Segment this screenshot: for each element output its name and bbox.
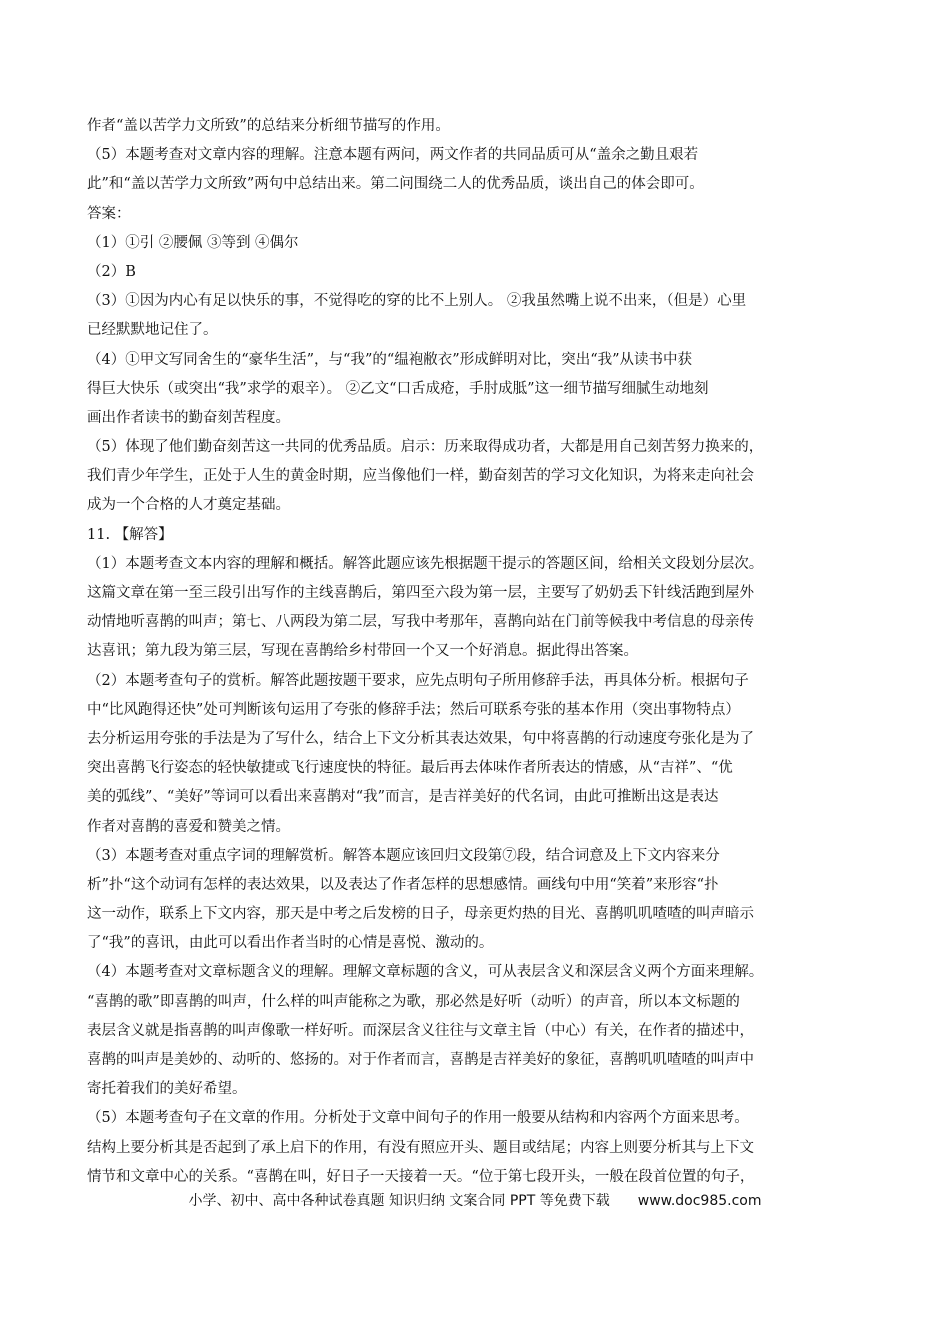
- text-line: 了“我”的喜讯，由此可以看出作者当时的心情是喜悦、激动的。: [87, 935, 494, 952]
- text-line: 结构上要分析其是否起到了承上启下的作用，有没有照应开头、题目或结尾；内容上则要分析其与上下文: [87, 1139, 754, 1156]
- text-line: 这篇文章在第一至三段引出写作的主线喜鹊后，第四至六段为第一层，主要写了奶奶丢下针线活跑到屋外: [87, 585, 754, 601]
- text-line: 达喜讯；第九段为第三层，写现在喜鹊给乡村带回一个又一个好消息。据此得出答案。: [87, 643, 638, 660]
- text-line: 此”和“盖以苦学力文所致”两句中总结出来。第二问围绕二人的优秀品质，谈出自己的体会即可。: [87, 176, 704, 193]
- text-line: 这一动作，联系上下文内容，那天是中考之后发榜的日子，母亲更灼热的目光、喜鹊叽叽喳喳的叫声暗示: [87, 906, 754, 923]
- text-line: 已经默默地记住了。: [87, 322, 218, 339]
- text-line: 中“比风跑得还快”处可判断该句运用了夸张的修辞手法；然后可联系夸张的基本作用（突出事物特点）: [87, 701, 740, 718]
- text-line: （3）①因为内心有足以快乐的事，不觉得吃的穿的比不上别人。 ②我虽然嘴上说不出来，（但是）心里: [87, 293, 747, 310]
- text-line: （1）①引 ②腰佩 ③等到 ④偶尔: [87, 234, 299, 251]
- text-line: （4）本题考查对文章标题含义的理解。理解文章标题的含义，可从表层含义和深层含义两个方面来理解。: [87, 964, 764, 981]
- page-footer: [0, 1190, 950, 1210]
- text-line: 去分析运用夸张的手法是为了写什么，结合上下文分析其表达效果，句中将喜鹊的行动速度夸张化是为了: [87, 730, 754, 747]
- text-line: （5）本题考查对文章内容的理解。注意本题有两问，两文作者的共同品质可从“盖余之勤且艰若: [87, 147, 699, 164]
- footer-url: www.doc985.com: [637, 1193, 762, 1209]
- text-line: （4）①甲文写同舍生的“豪华生活”，与“我”的“缊袍敝衣”形成鲜明对比，突出“我”从读书中获: [87, 351, 693, 368]
- text-line: 作者对喜鹊的喜爱和赞美之情。: [87, 818, 290, 835]
- text-line: 作者“盖以苦学力文所致”的总结来分析细节描写的作用。: [87, 118, 450, 134]
- text-line: 寄托着我们的美好希望。: [87, 1081, 247, 1098]
- text-line: 11. 【解答】: [87, 526, 173, 543]
- text-line: 得巨大快乐（或突出“我”求学的艰辛）。 ②乙文“口舌成疮，手肘成胝”这一细节描写细腻生动地刻: [87, 380, 709, 397]
- text-line: 表层含义就是指喜鹊的叫声像歌一样好听。而深层含义往往与文章主旨（中心）有关，在作者的描述中，: [87, 1022, 754, 1039]
- text-line: （5）本题考查句子在文章的作用。分析处于文章中间句子的作用一般要从结构和内容两个方面来思考。: [87, 1110, 749, 1127]
- text-line: （2）本题考查句子的赏析。解答此题按题干要求，应先点明句子所用修辞手法，再具体分析。根据句子: [87, 672, 749, 689]
- text-line: （2）B: [87, 263, 136, 280]
- text-line: （3）本题考查对重点字词的理解赏析。解答本题应该回归文段第⑦段，结合词意及上下文内容来分: [87, 847, 720, 864]
- text-line: 析”扑“这个动词有怎样的表达效果，以及表达了作者怎样的思想感情。画线句中用“笑着”来形容“扑: [87, 876, 719, 893]
- text-line: 喜鹊的叫声是美妙的、动听的、悠扬的。对于作者而言，喜鹊是吉祥美好的象征，喜鹊叽叽喳喳的叫声中: [87, 1052, 754, 1068]
- text-line: 我们青少年学生，正处于人生的黄金时期，应当像他们一样，勤奋刻苦的学习文化知识，为将来走向社会: [87, 468, 754, 485]
- text-line: （5）体现了他们勤奋刻苦这一共同的优秀品质。启示：历来取得成功者，大都是用自己刻苦努力换来的，: [87, 439, 764, 456]
- text-line: 成为一个合格的人才奠定基础。: [87, 497, 290, 514]
- text-line: 画出作者读书的勤奋刻苦程度。: [87, 409, 290, 426]
- text-line: 动情地听喜鹊的叫声；第七、八两段为第二层，写我中考那年，喜鹊向站在门前等候我中考信息的母亲传: [87, 614, 754, 631]
- footer-text: 小学、初中、高中各种试卷真题 知识归纳 文案合同 PPT 等免费下载: [188, 1193, 610, 1209]
- text-line: 情节和文章中心的关系。“喜鹊在叫，好日子一天接着一天。“位于第七段开头，一般在段首位置的句子，: [87, 1168, 755, 1185]
- answer-text-body: [87, 112, 877, 1192]
- text-line: 突出喜鹊飞行姿态的轻快敏捷或飞行速度快的特征。最后再去体味作者所表达的情感，从“吉祥”、“优: [87, 760, 733, 777]
- text-line: “喜鹊的歌”即喜鹊的叫声，什么样的叫声能称之为歌，那必然是好听（动听）的声音，所以本文标题的: [87, 993, 740, 1010]
- text-line: （1）本题考查文本内容的理解和概括。解答此题应该先根据题干提示的答题区间，给相关文段划分层次。: [87, 555, 764, 572]
- text-line: 答案：: [87, 205, 131, 222]
- text-line: 美的弧线”、“美好”等词可以看出来喜鹊对“我”而言，是吉祥美好的代名词，由此可推断出这是表达: [87, 789, 719, 806]
